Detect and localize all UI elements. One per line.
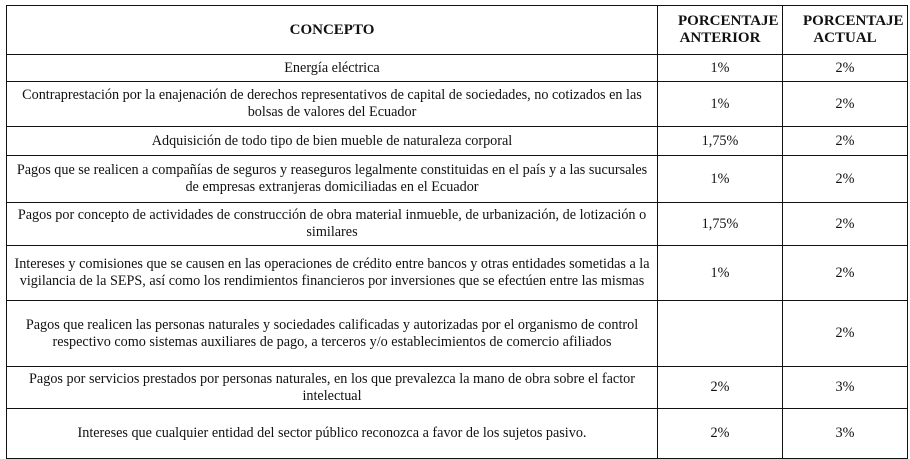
concepto-cell: Pagos que realicen las personas naturales y sociedades calificadas y autorizadas por el organismo de control respectivo como sistemas auxiliares de pago, a terceros y/o establecimientos de comercio afiliados [7,301,658,367]
table-row [7,301,908,367]
actual-cell: 2% [783,82,908,127]
table-row [7,203,908,246]
anterior-cell: 2% [658,409,783,459]
concepto-cell: Adquisición de todo tipo de bien mueble de naturaleza corporal [7,127,658,156]
actual-cell: 2% [783,301,908,367]
actual-cell: 2% [783,203,908,246]
concepto-cell: Intereses y comisiones que se causen en las operaciones de crédito entre bancos y otras entidades sometidas a la vigilancia de la SEPS, así como los rendimientos financieros por inversiones que se efectúen entre las mismas [7,246,658,301]
retention-rates-table [6,5,908,459]
concepto-cell: Intereses que cualquier entidad del sector público reconozca a favor de los sujetos pasivo. [7,409,658,459]
actual-cell: 2% [783,55,908,82]
anterior-cell: 1% [658,156,783,203]
concepto-cell: Energía eléctrica [7,55,658,82]
actual-cell: 2% [783,246,908,301]
anterior-cell: 1% [658,246,783,301]
concepto-cell: Pagos por concepto de actividades de construcción de obra material inmueble, de urbanización, de lotización o similares [7,203,658,246]
table-row [7,246,908,301]
anterior-cell: 1% [658,82,783,127]
actual-cell: 2% [783,127,908,156]
anterior-cell: 1,75% [658,203,783,246]
table-row [7,55,908,82]
concepto-cell: Pagos que se realicen a compañías de seguros y reaseguros legalmente constituidas en el país y a las sucursales de empresas extranjeras domiciliadas en el Ecuador [7,156,658,203]
actual-cell: 3% [783,367,908,409]
anterior-cell [658,301,783,367]
table-row [7,409,908,459]
anterior-cell: 1,75% [658,127,783,156]
concepto-cell: Contraprestación por la enajenación de derechos representativos de capital de sociedades, no cotizados en las bolsas de valores del Ecuador [7,82,658,127]
concepto-cell: Pagos por servicios prestados por personas naturales, en los que prevalezca la mano de obra sobre el factor intelectual [7,367,658,409]
header-concepto: CONCEPTO [7,6,658,55]
table-row [7,367,908,409]
header-porcentaje-actual: PORCENTAJE ACTUAL [783,6,908,55]
actual-cell: 2% [783,156,908,203]
anterior-cell: 1% [658,55,783,82]
table-row [7,82,908,127]
table-row [7,156,908,203]
header-porcentaje-anterior: PORCENTAJE ANTERIOR [658,6,783,55]
anterior-cell: 2% [658,367,783,409]
header-row [7,6,908,55]
actual-cell: 3% [783,409,908,459]
table-row [7,127,908,156]
